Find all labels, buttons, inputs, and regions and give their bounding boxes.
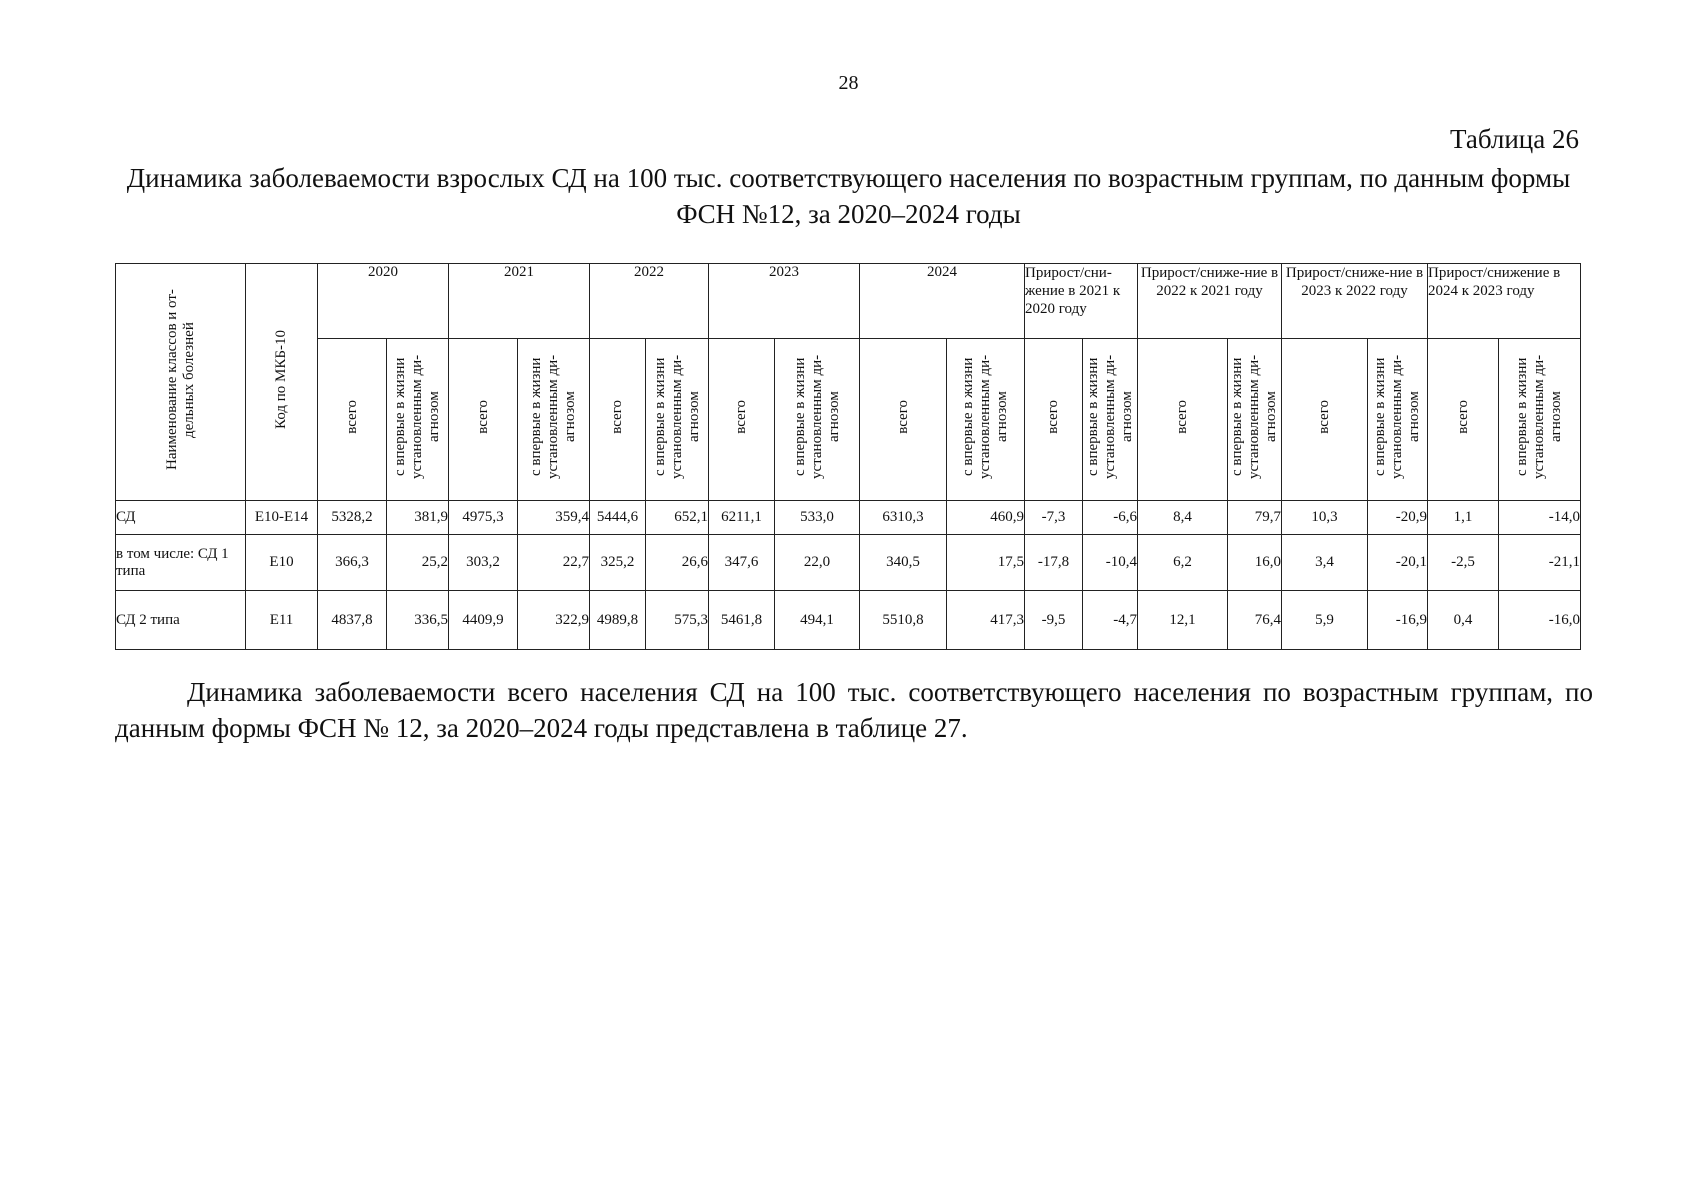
value-cell: 3,4 <box>1282 535 1368 591</box>
row-name-cell: СД <box>116 501 246 535</box>
subheader-first-diagnosed: с впервые в жизни установленным ди-агнозом <box>947 339 1025 501</box>
group-header-change-2024: Прирост/снижение в 2024 к 2023 году <box>1428 264 1581 339</box>
value-cell: 6211,1 <box>709 501 775 535</box>
value-cell: 4837,8 <box>318 591 387 650</box>
value-cell: 26,6 <box>646 535 709 591</box>
row-name-cell: в том числе: СД 1 типа <box>116 535 246 591</box>
value-cell: 460,9 <box>947 501 1025 535</box>
group-header-2024: 2024 <box>860 264 1025 339</box>
column-header-code: Код по МКБ-10 <box>246 264 318 501</box>
subheader-first-diagnosed: с впервые в жизни установленным ди-агнозом <box>775 339 860 501</box>
subheader-total: всего <box>1428 339 1499 501</box>
subheader-total: всего <box>318 339 387 501</box>
value-cell: 381,9 <box>387 501 449 535</box>
value-cell: 25,2 <box>387 535 449 591</box>
value-cell: 4975,3 <box>449 501 518 535</box>
value-cell: 4989,8 <box>590 591 646 650</box>
value-cell: -17,8 <box>1025 535 1083 591</box>
group-header-change-2021: Прирост/сни-жение в 2021 к 2020 году <box>1025 264 1138 339</box>
group-header-2023: 2023 <box>709 264 860 339</box>
subheader-total: всего <box>1138 339 1228 501</box>
incidence-table-container <box>115 263 1581 650</box>
subheader-total: всего <box>449 339 518 501</box>
group-header-2021: 2021 <box>449 264 590 339</box>
value-cell: -14,0 <box>1499 501 1581 535</box>
value-cell: 417,3 <box>947 591 1025 650</box>
table-row <box>116 591 1581 650</box>
value-cell: 303,2 <box>449 535 518 591</box>
group-header-change-2022: Прирост/сниже-ние в 2022 к 2021 году <box>1138 264 1282 339</box>
value-cell: -2,5 <box>1428 535 1499 591</box>
value-cell: -6,6 <box>1083 501 1138 535</box>
value-cell: 5510,8 <box>860 591 947 650</box>
value-cell: 652,1 <box>646 501 709 535</box>
value-cell: 5328,2 <box>318 501 387 535</box>
value-cell: 0,4 <box>1428 591 1499 650</box>
column-header-name: Наименование классов и от-дельных болезней <box>116 264 246 501</box>
subheader-first-diagnosed: с впервые в жизни установленным ди-агнозом <box>387 339 449 501</box>
subheader-first-diagnosed: с впервые в жизни установленным ди-агнозом <box>1499 339 1581 501</box>
value-cell: 17,5 <box>947 535 1025 591</box>
subheader-total: всего <box>709 339 775 501</box>
table-row <box>116 501 1581 535</box>
value-cell: 575,3 <box>646 591 709 650</box>
value-cell: 10,3 <box>1282 501 1368 535</box>
value-cell: 22,7 <box>518 535 590 591</box>
row-code-cell: Е11 <box>246 591 318 650</box>
subheader-total: всего <box>1282 339 1368 501</box>
value-cell: 359,4 <box>518 501 590 535</box>
table-label: Таблица 26 <box>1450 124 1579 154</box>
table-title: Динамика заболеваемости взрослых СД на 100 тыс. соответствующего населения по возрастным группам, по данным формы ФСН №12, за 2020–2024 годы <box>126 163 1571 229</box>
value-cell: 347,6 <box>709 535 775 591</box>
value-cell: 76,4 <box>1228 591 1282 650</box>
value-cell: 1,1 <box>1428 501 1499 535</box>
body-paragraph: Динамика заболеваемости всего населения СД на 100 тыс. соответствующего населения по возрастным группам, по данным формы ФСН № 12, за 2020–2024 годы представлена в таблице 27. <box>115 677 1593 743</box>
value-cell: -16,0 <box>1499 591 1581 650</box>
value-cell: 6310,3 <box>860 501 947 535</box>
value-cell: 340,5 <box>860 535 947 591</box>
value-cell: 533,0 <box>775 501 860 535</box>
value-cell: 5461,8 <box>709 591 775 650</box>
value-cell: 16,0 <box>1228 535 1282 591</box>
value-cell: 336,5 <box>387 591 449 650</box>
value-cell: -20,1 <box>1368 535 1428 591</box>
value-cell: -20,9 <box>1368 501 1428 535</box>
row-code-cell: Е10-Е14 <box>246 501 318 535</box>
group-header-2020: 2020 <box>318 264 449 339</box>
value-cell: 366,3 <box>318 535 387 591</box>
incidence-table <box>115 263 1581 650</box>
row-name-cell: СД 2 типа <box>116 591 246 650</box>
value-cell: 494,1 <box>775 591 860 650</box>
subheader-first-diagnosed: с впервые в жизни установленным ди-агнозом <box>1228 339 1282 501</box>
value-cell: -7,3 <box>1025 501 1083 535</box>
value-cell: 5,9 <box>1282 591 1368 650</box>
value-cell: 79,7 <box>1228 501 1282 535</box>
value-cell: -9,5 <box>1025 591 1083 650</box>
group-header-2022: 2022 <box>590 264 709 339</box>
subheader-total: всего <box>1025 339 1083 501</box>
value-cell: 22,0 <box>775 535 860 591</box>
value-cell: 5444,6 <box>590 501 646 535</box>
subheader-first-diagnosed: с впервые в жизни установленным ди-агнозом <box>1368 339 1428 501</box>
value-cell: 6,2 <box>1138 535 1228 591</box>
value-cell: 8,4 <box>1138 501 1228 535</box>
subheader-first-diagnosed: с впервые в жизни установленным ди-агнозом <box>518 339 590 501</box>
value-cell: -10,4 <box>1083 535 1138 591</box>
subheader-first-diagnosed: с впервые в жизни установленным ди-агнозом <box>646 339 709 501</box>
value-cell: 325,2 <box>590 535 646 591</box>
value-cell: 12,1 <box>1138 591 1228 650</box>
value-cell: 4409,9 <box>449 591 518 650</box>
value-cell: 322,9 <box>518 591 590 650</box>
page-number: 28 <box>838 72 859 94</box>
value-cell: -21,1 <box>1499 535 1581 591</box>
subheader-total: всего <box>860 339 947 501</box>
value-cell: -4,7 <box>1083 591 1138 650</box>
group-header-change-2023: Прирост/сниже-ние в 2023 к 2022 году <box>1282 264 1428 339</box>
value-cell: -16,9 <box>1368 591 1428 650</box>
table-row <box>116 535 1581 591</box>
row-code-cell: Е10 <box>246 535 318 591</box>
subheader-first-diagnosed: с впервые в жизни установленным ди-агнозом <box>1083 339 1138 501</box>
subheader-total: всего <box>590 339 646 501</box>
